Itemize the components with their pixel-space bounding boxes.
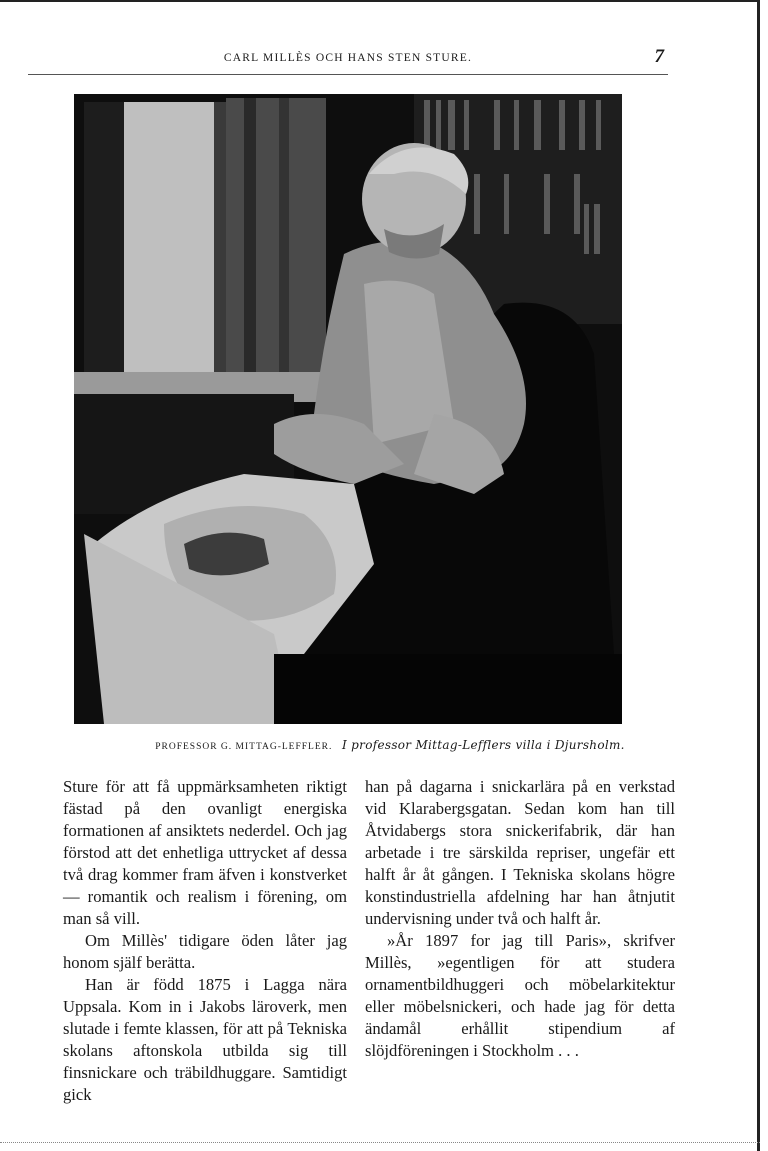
statue-illustration [74,94,622,724]
page-number: 7 [654,46,664,67]
paragraph: Om Millès' tidigare öden låter jag honom själf berätta. [63,931,347,972]
running-header [28,48,668,75]
paragraph: han på dagarna i snickarlära på en verkstad vid Klarabergsgatan. Sedan kom han till Åtvidabergs stora snickerifabrik, där han arbetade i tre särskilda repriser, ungefär ett halft år åt gången. I Tekniska skolans högre konstindustriella afdelning har han åtnjutit undervisning under två och halft år. [365,777,675,928]
caption-location: I professor Mittag-Lefflers villa i Djursholm. [342,738,625,752]
running-title: CARL MILLÈS OCH HANS STEN STURE. [223,52,473,64]
figure-caption [60,738,720,752]
scan-edge-marks [0,1142,760,1145]
paragraph: »År 1897 for jag till Paris», skrifver Millès, »egentligen för att studera ornamentbildhuggeri och möbelarkitektur eller möbelsnickeri, och hade jag för detta ändamål erhållit stipendium af slöjdföreningen i Stockholm . . . [365,931,675,1060]
paragraph: Han är född 1875 i Lagga nära Uppsala. Kom in i Jakobs läroverk, men slutade i femte klassen, för att på Tekniska skolans aftonskola utbilda sig till finsnickare och träbildhuggare. Samtidigt gick [63,975,347,1104]
paragraph: Sture för att få uppmärksamheten riktigt fästad på den ovanligt energiska formationen af ansiktets nederdel. Och jag förstod att det enhetliga uttrycket af dessa två drag kommer fram äfven i konstverket — romantik och realism i förening, om man så vill. [63,777,347,928]
caption-name: PROFESSOR G. MITTAG-LEFFLER. [155,742,333,752]
statue-photograph [74,94,622,724]
left-column [63,776,347,1106]
right-column [365,776,675,1062]
